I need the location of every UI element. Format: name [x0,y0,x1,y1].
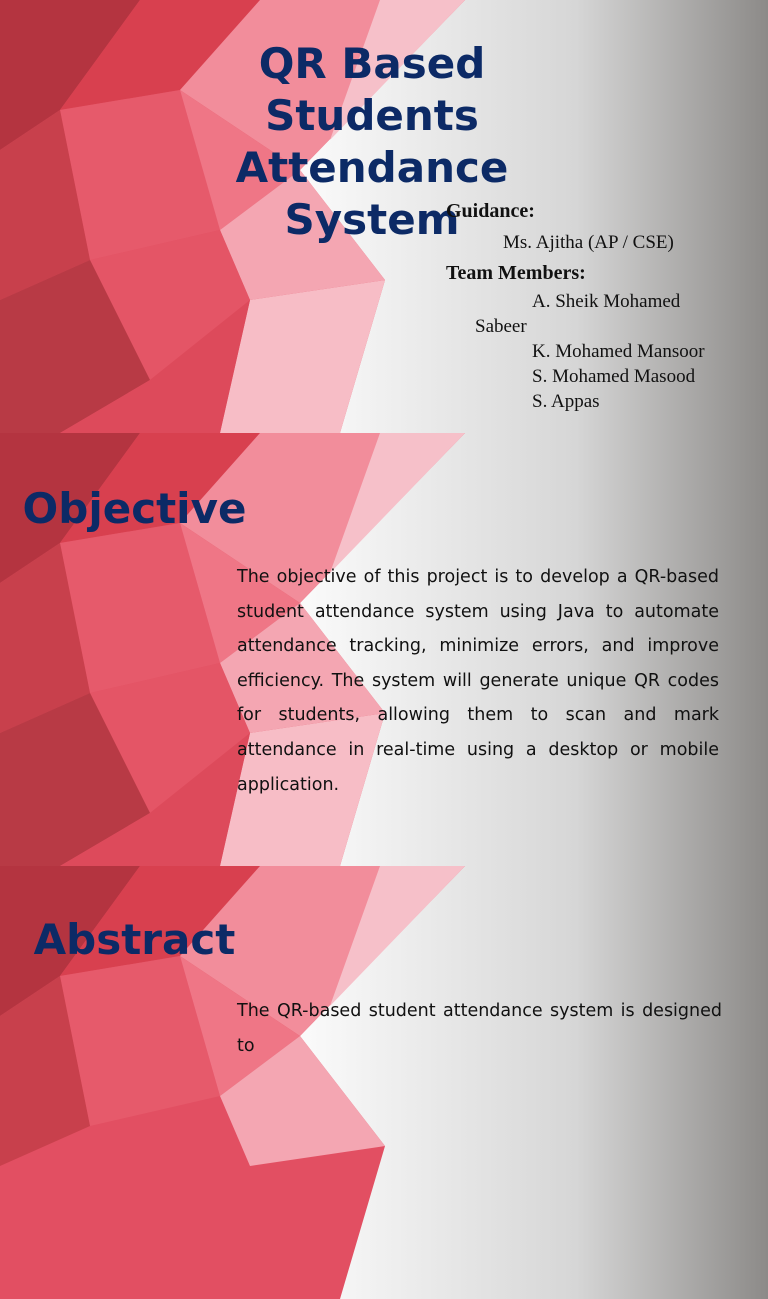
slide-title [0,0,768,433]
section-title: Objective [22,484,247,533]
objective-text: The objective of this project is to develop a QR-based student attendance system using Java to automate attendance tracking, minimize errors, and improve efficiency. The system will generate unique QR codes for students, allowing them to scan and mark attendance in real-time using a desktop or mobile application. [237,567,719,795]
team-member: A. Sheik Mohamed Sabeer [475,291,681,337]
guidance-heading: Guidance: [446,200,535,222]
page-title: QR Based Students Attendance System [235,39,509,244]
slide-objective [0,433,768,866]
slide-abstract [0,866,768,1056]
section-title: Abstract [33,915,236,964]
abstract-text: The QR-based student attendance system is designed to [237,1001,722,1056]
team-member: S. Mohamed Masood [532,366,696,387]
guide-name: Ms. Ajitha (AP / CSE) [503,232,674,253]
team-heading: Team Members: [446,262,586,284]
team-member: K. Mohamed Mansoor [532,341,705,362]
team-member-list [475,289,725,414]
team-member: S. Appas [532,391,600,412]
